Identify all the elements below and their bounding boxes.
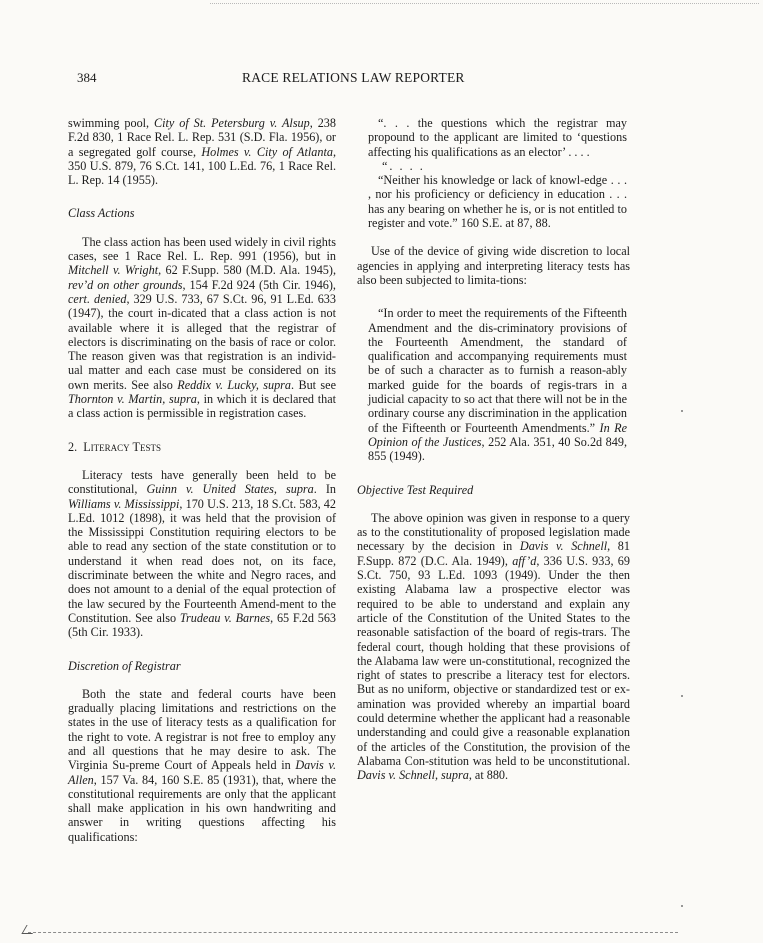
paragraph: The above opinion was given in response to a query as to the constitutionality of proposed legislation made necessary by the decision in Davis v. Schnell, 81 F.Supp. 872 (D.C. Ala. 1949), aff’d, 336 U.S. 933, 69 S.Ct. 750, 93 L.Ed. 1093 (1949). Under the then existing Alabama law a prospective elector was required to be able to understand and explain any article of the Constitution of the United States to the reasonable satisfaction of the board of regis-trars. The federal court, though holding that these provisions of the Alabama law were un-constitutional, recognized the right of states to prescribe a literacy test for electors. But as no uniform, objective or standardized test or ex-amination was provided whereby an impartial board could determine whether the applicant had a reasonable understanding and could give a reasonable explanation of the articles of the Constitution, the provision of the Alabama Con-stitution was held to be unconstitutional. Davis v. Schnell, supra, at 880. xyxy=(357,510,630,783)
scan-speck xyxy=(681,410,683,412)
quote-ellipsis: “. . . . xyxy=(382,158,425,173)
paragraph: swimming pool, City of St. Petersburg v. Alsup, 238 F.2d 830, 1 Race Rel. L. Rep. 531 (S.D. Fla. 1956), or a segregated golf course, Holmes v. City of Atlanta, 350 U.S. 879, 76 S.Ct. 141, 100 L.Ed. 76, 1 Race Rel. L. Rep. 14 (1955). xyxy=(68,116,336,188)
right-column xyxy=(357,116,630,782)
page-header xyxy=(0,70,763,90)
running-head: RACE RELATIONS LAW REPORTER xyxy=(242,70,465,85)
left-column xyxy=(68,116,336,844)
page-number: 384 xyxy=(77,70,97,85)
paragraph: Both the state and federal courts have been gradually placing limitations and restrictions on the states in the use of literacy tests as a qualification for the right to vote. A registrar is not free to employ any and all questions that he may desire to ask. The Virginia Su-preme Court of Appeals held in Davis v. Allen, 157 Va. 84, 160 S.E. 85 (1931), that, where the constitutional requirements are only that the applicant shall make application in his own handwriting and answer in writing questions affecting his qualifications: xyxy=(68,686,337,844)
paragraph: The class action has been used widely in civil rights cases, see 1 Race Rel. L. Rep. 991 (1956), but in Mitchell v. Wright, 62 F.Supp. 580 (M.D. Ala. 1945), rev’d on other grounds, 154 F.2d 924 (5th Cir. 1946), cert. denied, 329 U.S. 733, 67 S.Ct. 96, 91 L.Ed. 633 (1947), the court in-dicated that a class action is not available where it is alleged that the registrar of electors is discriminating on the basis of race or color. The reason given was that registration is an individ-ual matter and each case must be considered on its own merits. See also Reddix v. Lucky, supra. But see Thornton v. Martin, supra, in which it is declared that a class action is permissible in registration cases. xyxy=(68,234,336,421)
top-edge-dotted-line xyxy=(210,3,759,4)
bottom-edge-dashed-line xyxy=(28,932,678,933)
block-quote xyxy=(357,116,630,230)
paragraph: Use of the device of giving wide discretion to local agencies in applying and interpreting literacy tests has also been subjected to limita-tions: xyxy=(357,244,630,287)
paragraph: Literacy tests have generally been held to be constitutional, Guinn v. United States, supra. In Williams v. Mississippi, 170 U.S. 213, 18 S.Ct. 583, 42 L.Ed. 1012 (1898), it was held that the provision of the Mississippi Constitution requiring electors to be able to read any section of the state constitution or to understand it when read does not, on its face, discriminate between the white and Negro races, and does not amount to a denial of the equal protection of the law secured by the Fourteenth Amend-ment to the Constitution. See also Trudeau v. Barnes, 65 F.2d 563 (5th Cir. 1933). xyxy=(68,467,337,640)
block-quote xyxy=(357,306,630,463)
quote-paragraph: “Neither his knowledge or lack of knowl-edge . . . , nor his proficiency or deficiency in education . . . has any bearing on whether he is, or is not entitled to register and vote.” 160 S.E. at 87, 88. xyxy=(368,173,627,231)
section-heading-class-actions: Class Actions xyxy=(68,206,135,221)
quote-paragraph: “In order to meet the requirements of the Fifteenth Amendment and the dis-criminatory provisions of the Fourteenth Amendment, the standard of qualification and accompanying requirements must be of such a character as to furnish a reason-ably marked guide for the boards of regis-trars in a judicial capacity to so act that there will not be in the ordinary course any discrimination in the application of the Fifteenth or Fourteenth Amendments.” In Re Opinion of the Justices, 252 Ala. 351, 40 So.2d 849, 855 (1949). xyxy=(368,306,627,464)
scan-speck xyxy=(681,905,683,907)
section-heading-literacy-tests: 2. Literacy Tests xyxy=(68,439,161,454)
section-heading-discretion-of-registrar: Discretion of Registrar xyxy=(68,658,181,673)
quote-paragraph: “. . . the questions which the registrar may propound to the applicant are limited to ‘questions affecting his qualifications as an elector’ . . . . xyxy=(368,116,627,159)
scan-speck xyxy=(681,695,683,697)
section-heading-objective-test-required: Objective Test Required xyxy=(357,482,474,497)
